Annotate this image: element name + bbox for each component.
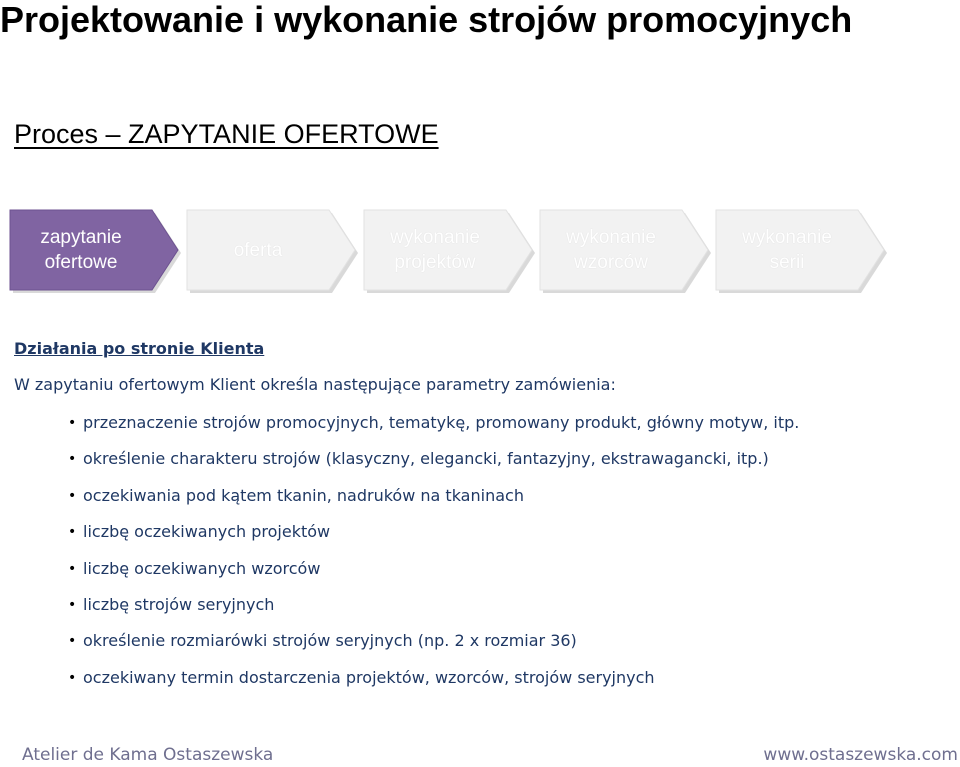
parameter-list (68, 411, 799, 702)
slide-subtitle: Proces – ZAPYTANIE OFERTOWE (14, 119, 439, 149)
intro-text: W zapytaniu ofertowym Klient określa następujące parametry zamówienia: (14, 375, 616, 394)
list-item (68, 411, 799, 447)
process-step-label: wykonanie serii (742, 227, 832, 273)
slide-title: Projektowanie i wykonanie strojów promocyjnych (0, 0, 853, 40)
list-item-text: określenie rozmiarówki strojów seryjnych (np. 2 x rozmiar 36) (83, 631, 577, 651)
list-item (68, 593, 799, 629)
list-item-text: liczbę strojów seryjnych (83, 594, 275, 614)
list-item-text: oczekiwany termin dostarczenia projektów, wzorców, strojów seryjnych (83, 667, 655, 687)
list-item-text: liczbę oczekiwanych projektów (83, 522, 331, 542)
list-item-text: określenie charakteru strojów (klasyczny, elegancki, fantazyjny, ekstrawagancki, itp.) (83, 449, 769, 469)
list-item (68, 666, 799, 702)
bullet-icon: • (68, 596, 77, 613)
section-heading: Działania po stronie Klienta (14, 339, 265, 358)
list-item (68, 557, 799, 593)
bullet-icon: • (68, 560, 77, 577)
list-item-text: liczbę oczekiwanych wzorców (83, 558, 321, 578)
bullet-icon: • (68, 487, 77, 504)
list-item (68, 484, 799, 520)
list-item (68, 520, 799, 556)
process-step-label: oferta (233, 239, 283, 261)
footer-website: www.ostaszewska.com (763, 745, 958, 765)
process-step-label: wykonanie projektów (390, 227, 480, 273)
process-step-label: wykonanie wzorców (566, 227, 656, 273)
process-step-oferta (187, 210, 355, 290)
list-item-text: oczekiwania pod kątem tkanin, nadruków na tkaninach (83, 485, 524, 505)
list-item (68, 629, 799, 665)
bullet-icon: • (68, 415, 77, 431)
list-item (68, 447, 799, 483)
footer-brand: Atelier de Kama Ostaszewska (22, 745, 274, 765)
process-step-zapytanie-ofertowe (10, 210, 178, 290)
bullet-icon: • (68, 451, 77, 468)
process-step-label: zapytanie ofertowe (40, 227, 122, 273)
bullet-icon: • (68, 524, 77, 541)
process-step-wykonanie-wzorcow (540, 210, 708, 290)
process-step-wykonanie-projektow (364, 210, 532, 290)
process-flow (0, 200, 960, 300)
list-item-text: przeznaczenie strojów promocyjnych, tematykę, promowany produkt, główny motyw, itp. (83, 413, 800, 432)
process-step-wykonanie-serii (716, 210, 884, 290)
bullet-icon: • (68, 633, 77, 650)
bullet-icon: • (68, 669, 77, 686)
